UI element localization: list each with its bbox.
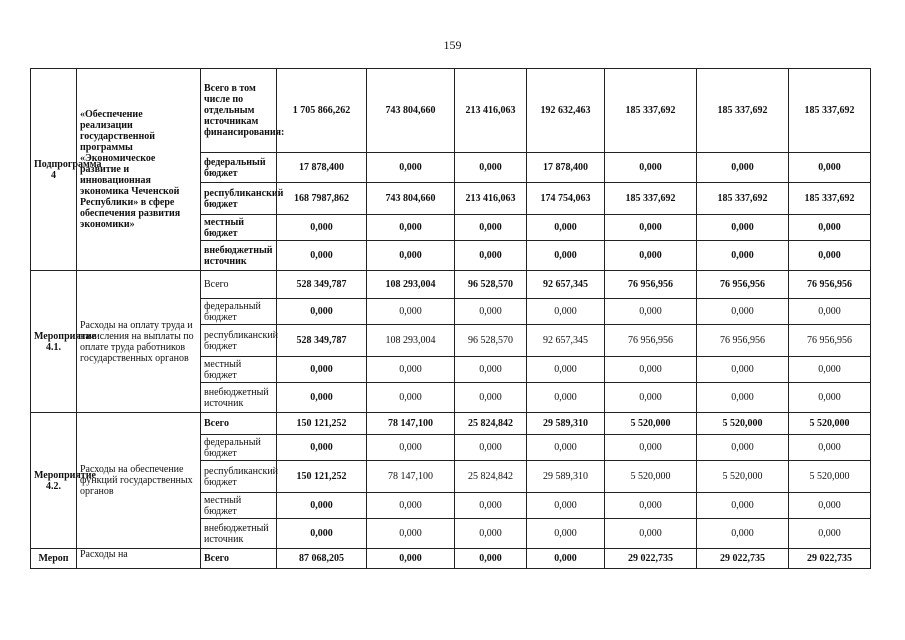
value-cell: 0,000 [605,241,697,271]
value-cell: 0,000 [367,299,455,325]
value-cell: 1 705 866,262 [277,69,367,153]
value-cell: 0,000 [277,493,367,519]
value-cell: 0,000 [277,357,367,383]
value-cell: 29 589,310 [527,461,605,493]
value-cell: 743 804,660 [367,183,455,215]
funding-source: Всего в том числе по отдельным источникам финансирования: [201,69,277,153]
value-cell: 0,000 [697,383,789,413]
section-title: Расходы на [77,549,201,569]
value-cell: 0,000 [789,519,871,549]
funding-source: местный бюджет [201,215,277,241]
value-cell: 29 022,735 [697,549,789,569]
value-cell: 29 022,735 [789,549,871,569]
value-cell: 0,000 [697,241,789,271]
value-cell: 0,000 [605,299,697,325]
value-cell: 96 528,570 [455,325,527,357]
value-cell: 0,000 [455,383,527,413]
value-cell: 0,000 [697,357,789,383]
value-cell: 0,000 [697,215,789,241]
value-cell: 0,000 [789,493,871,519]
table-row [31,69,871,153]
value-cell: 0,000 [277,241,367,271]
funding-source: внебюджетный источник [201,383,277,413]
value-cell: 92 657,345 [527,271,605,299]
value-cell: 76 956,956 [697,325,789,357]
value-cell: 87 068,205 [277,549,367,569]
value-cell: 78 147,100 [367,461,455,493]
value-cell: 0,000 [455,435,527,461]
value-cell: 0,000 [789,357,871,383]
value-cell: 174 754,063 [527,183,605,215]
value-cell: 0,000 [455,357,527,383]
value-cell: 213 416,063 [455,183,527,215]
value-cell: 0,000 [367,549,455,569]
value-cell: 0,000 [455,549,527,569]
value-cell: 76 956,956 [789,325,871,357]
section-code: Мероп [31,549,77,569]
value-cell: 150 121,252 [277,413,367,435]
value-cell: 0,000 [367,435,455,461]
value-cell: 168 7987,862 [277,183,367,215]
funding-source: местный бюджет [201,493,277,519]
value-cell: 0,000 [277,435,367,461]
table-row [31,271,871,299]
value-cell: 5 520,000 [605,461,697,493]
value-cell: 78 147,100 [367,413,455,435]
value-cell: 0,000 [527,215,605,241]
value-cell: 185 337,692 [605,69,697,153]
value-cell: 17 878,400 [277,153,367,183]
funding-source: республиканский бюджет [201,325,277,357]
value-cell: 0,000 [527,241,605,271]
value-cell: 76 956,956 [789,271,871,299]
value-cell: 0,000 [527,549,605,569]
value-cell: 108 293,004 [367,325,455,357]
value-cell: 0,000 [605,153,697,183]
value-cell: 0,000 [277,215,367,241]
value-cell: 0,000 [605,383,697,413]
value-cell: 0,000 [455,299,527,325]
value-cell: 0,000 [455,519,527,549]
value-cell: 0,000 [455,153,527,183]
value-cell: 0,000 [527,519,605,549]
section-code: Мероприятие 4.1. [31,271,77,413]
value-cell: 5 520,000 [697,413,789,435]
value-cell: 0,000 [277,383,367,413]
value-cell: 0,000 [789,299,871,325]
value-cell: 0,000 [789,153,871,183]
value-cell: 185 337,692 [697,183,789,215]
funding-source: федеральный бюджет [201,435,277,461]
funding-source: федеральный бюджет [201,299,277,325]
value-cell: 0,000 [527,357,605,383]
value-cell: 0,000 [527,435,605,461]
value-cell: 5 520,000 [605,413,697,435]
value-cell: 528 349,787 [277,271,367,299]
table-row [31,413,871,435]
page-number: 159 [443,38,462,52]
value-cell: 0,000 [605,215,697,241]
value-cell: 0,000 [697,493,789,519]
funding-source: федеральный бюджет [201,153,277,183]
value-cell: 213 416,063 [455,69,527,153]
value-cell: 0,000 [367,153,455,183]
funding-source: Всего [201,549,277,569]
value-cell: 743 804,660 [367,69,455,153]
value-cell: 0,000 [367,215,455,241]
value-cell: 0,000 [527,383,605,413]
value-cell: 0,000 [367,357,455,383]
value-cell: 0,000 [455,215,527,241]
value-cell: 96 528,570 [455,271,527,299]
value-cell: 5 520,000 [789,461,871,493]
value-cell: 0,000 [789,383,871,413]
value-cell: 0,000 [697,153,789,183]
value-cell: 0,000 [605,519,697,549]
value-cell: 185 337,692 [789,183,871,215]
value-cell: 0,000 [789,241,871,271]
value-cell: 185 337,692 [789,69,871,153]
value-cell: 0,000 [367,493,455,519]
value-cell: 0,000 [605,357,697,383]
funding-source: внебюджетный источник [201,519,277,549]
funding-source: внебюджетный источник [201,241,277,271]
budget-table [30,68,871,569]
section-code: Мероприятие 4.2. [31,413,77,549]
value-cell: 29 589,310 [527,413,605,435]
table-row [31,549,871,569]
value-cell: 29 022,735 [605,549,697,569]
value-cell: 0,000 [527,493,605,519]
value-cell: 25 824,842 [455,413,527,435]
value-cell: 0,000 [367,519,455,549]
value-cell: 185 337,692 [697,69,789,153]
value-cell: 0,000 [527,299,605,325]
funding-source: Всего [201,413,277,435]
funding-source: местный бюджет [201,357,277,383]
value-cell: 25 824,842 [455,461,527,493]
section-title: «Обеспечение реализации государственной программы «Экономическое развитие и инновационная экономика Чеченской Республики» в сфере обеспечения развития экономики» [77,69,201,271]
value-cell: 108 293,004 [367,271,455,299]
funding-source: республиканский бюджет [201,183,277,215]
value-cell: 0,000 [789,215,871,241]
value-cell: 0,000 [367,241,455,271]
value-cell: 192 632,463 [527,69,605,153]
value-cell: 0,000 [697,435,789,461]
value-cell: 76 956,956 [697,271,789,299]
value-cell: 92 657,345 [527,325,605,357]
value-cell: 0,000 [605,493,697,519]
value-cell: 0,000 [605,435,697,461]
section-code: Подпрограмма 4 [31,69,77,271]
value-cell: 17 878,400 [527,153,605,183]
value-cell: 5 520,000 [789,413,871,435]
value-cell: 0,000 [367,383,455,413]
value-cell: 0,000 [789,435,871,461]
value-cell: 0,000 [277,519,367,549]
section-title: Расходы на обеспечение функций государственных органов [77,413,201,549]
value-cell: 5 520,000 [697,461,789,493]
value-cell: 0,000 [455,493,527,519]
section-title: Расходы на оплату труда и начисления на выплаты по оплате труда работников государственных органов [77,271,201,413]
funding-source: Всего [201,271,277,299]
value-cell: 0,000 [277,299,367,325]
funding-source: республиканский бюджет [201,461,277,493]
value-cell: 0,000 [455,241,527,271]
value-cell: 0,000 [697,299,789,325]
value-cell: 528 349,787 [277,325,367,357]
value-cell: 76 956,956 [605,325,697,357]
value-cell: 150 121,252 [277,461,367,493]
value-cell: 185 337,692 [605,183,697,215]
value-cell: 76 956,956 [605,271,697,299]
value-cell: 0,000 [697,519,789,549]
